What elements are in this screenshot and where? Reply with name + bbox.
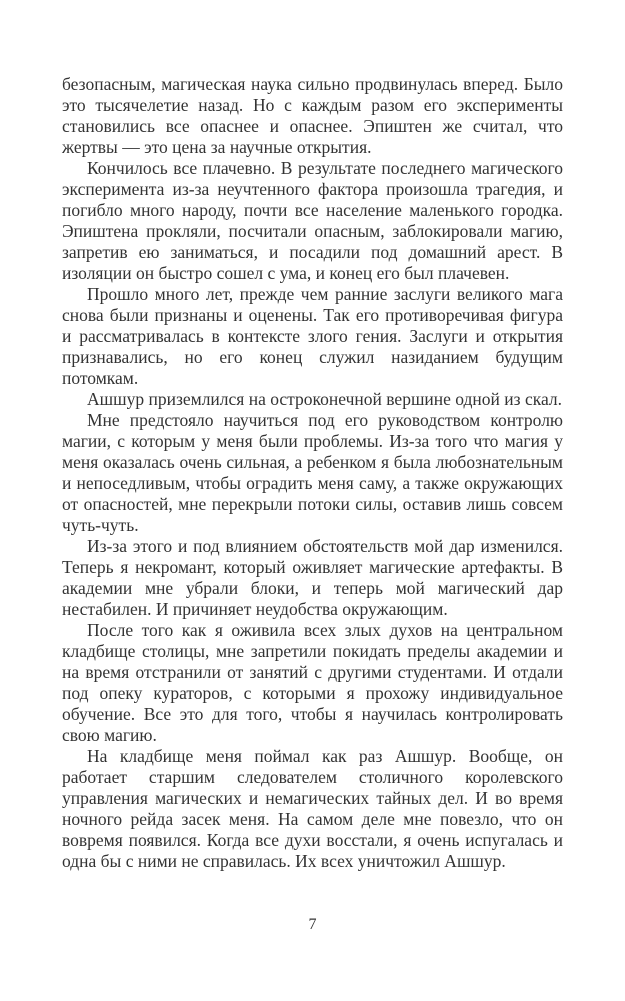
paragraph: Мне предстояло научиться под его руководством контролю магии, с которым у меня были проблемы. Из-за того что магия у меня оказалась очень сильная, а ребенком я была любознательным и непоседливым, чтобы оградить меня саму, а также окружающих от опасностей, мне перекрыли потоки силы, оставив лишь совсем чуть-чуть. <box>62 410 563 535</box>
paragraph: безопасным, магическая наука сильно продвинулась вперед. Было это тысячелетие назад. Но с каждым разом его эксперименты становились все опаснее и опаснее. Эпиштен же считал, что жертвы — это цена за научные открытия. <box>62 74 563 157</box>
paragraph: Кончилось все плачевно. В результате последнего магического эксперимента из-за неучтенного фактора произошла трагедия, и погибло много народу, почти все население маленького городка. Эпиштена прокляли, посчитали опасным, заблокировали магию, запретив ею заниматься, и посадили под домашний арест. В изоляции он быстро сошел с ума, и конец его был плачевен. <box>62 158 563 283</box>
paragraph: Ашшур приземлился на остроконечной вершине одной из скал. <box>87 389 562 409</box>
paragraph: Прошло много лет, прежде чем ранние заслуги великого мага снова были признаны и оценены. Так его противоречивая фигура и рассматривалась в контексте злого гения. Заслуги и открытия признавались, но его конец служил назиданием будущим потомкам. <box>62 284 563 388</box>
page-number: 7 <box>308 916 317 933</box>
paragraph: После того как я оживила всех злых духов на центральном кладбище столицы, мне запретили покидать пределы академии и на время отстранили от занятий с другими студентами. И отдали под опеку кураторов, с которыми я прохожу индивидуальное обучение. Все это для того, чтобы я научилась контролировать свою магию. <box>62 620 563 745</box>
text-block <box>62 74 563 872</box>
paragraph: На кладбище меня поймал как раз Ашшур. Вообще, он работает старшим следователем столичного королевского управления магических и немагических тайных дел. И во время ночного рейда засек меня. На самом деле мне повезло, что он вовремя появился. Когда все духи восстали, я очень испугалась и одна бы с ними не справилась. Их всех уничтожил Ашшур. <box>62 746 563 871</box>
paragraph: Из-за этого и под влиянием обстоятельств мой дар изменился. Теперь я некромант, который оживляет магические артефакты. В академии мне убрали блоки, и теперь мой магический дар нестабилен. И причиняет неудобства окружающим. <box>62 536 563 619</box>
